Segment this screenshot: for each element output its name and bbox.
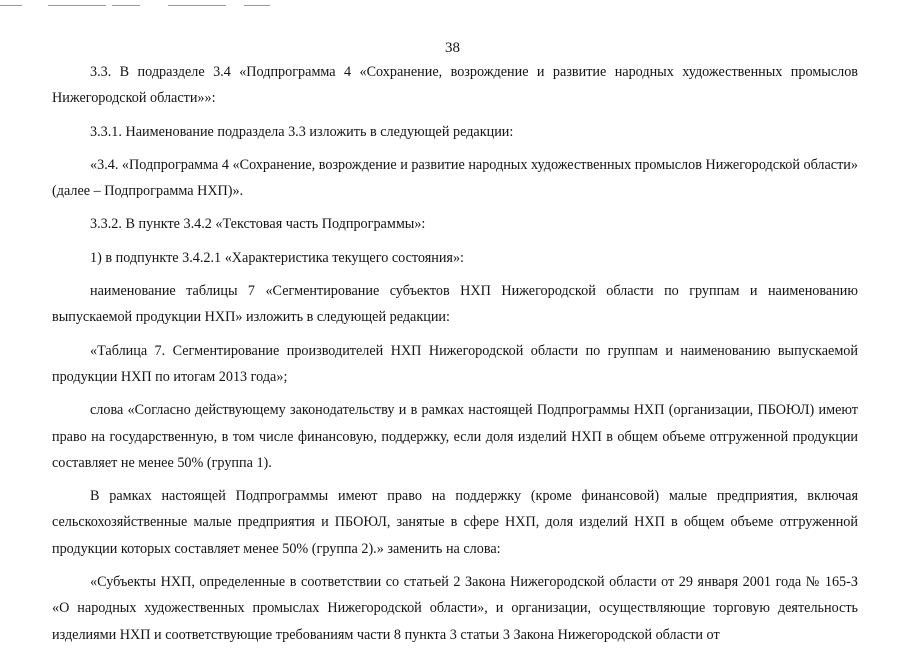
paragraph: «3.4. «Подпрограмма 4 «Сохранение, возрождение и развитие народных художественных промыслов Нижегородской области» (далее – Подпрограмма НХП)». (52, 156, 858, 200)
scan-header-marks (0, 0, 905, 14)
paragraph: 3.3.2. В пункте 3.4.2 «Текстовая часть Подпрограммы»: (90, 216, 426, 233)
page-number: 38 (445, 40, 460, 56)
paragraph: «Субъекты НХП, определенные в соответствии со статьей 2 Закона Нижегородской области от 29 января 2001 года № 165-З «О народных художественных промыслах Нижегородской области», и организации, осуществляющие торговую деятельность изделиями НХП и соответствующие требованиям части 8 пункта 3 статьи 3 Закона Нижегородской области от (52, 574, 858, 643)
paragraph: слова «Согласно действующему законодательству и в рамках настоящей Подпрограммы НХП (организации, ПБОЮЛ) имеют право на государственную, в том числе финансовую, поддержку, если доля изделий НХП в общем объеме отгруженной продукции составляет не менее 50% (группа 1). (52, 402, 858, 471)
paragraph: 3.3. В подразделе 3.4 «Подпрограмма 4 «Сохранение, возрождение и развитие народных художественных промыслов Нижегородской области»»: (52, 64, 858, 107)
paragraph: 3.3.1. Наименование подраздела 3.3 изложить в следующей редакции: (90, 123, 514, 140)
paragraph: В рамках настоящей Подпрограммы имеют право на поддержку (кроме финансовой) малые предприятия, включая сельскохозяйственные малые предприятия и ПБОЮЛ, занятые в сфере НХП, доля изделий НХП в общем объеме отгруженной продукции которых составляет менее 50% (группа 2).» заменить на слова: (52, 488, 858, 557)
paragraph: наименование таблицы 7 «Сегментирование субъектов НХП Нижегородской области по группам и наименованию выпускаемой продукции НХП» изложить в следующей редакции: (52, 283, 858, 326)
document-body (52, 59, 858, 648)
paragraph: 1) в подпункте 3.4.2.1 «Характеристика текущего состояния»: (90, 249, 464, 266)
paragraph: «Таблица 7. Сегментирование производителей НХП Нижегородской области по группам и наименованию выпускаемой продукции НХП по итогам 2013 года»; (52, 342, 858, 385)
